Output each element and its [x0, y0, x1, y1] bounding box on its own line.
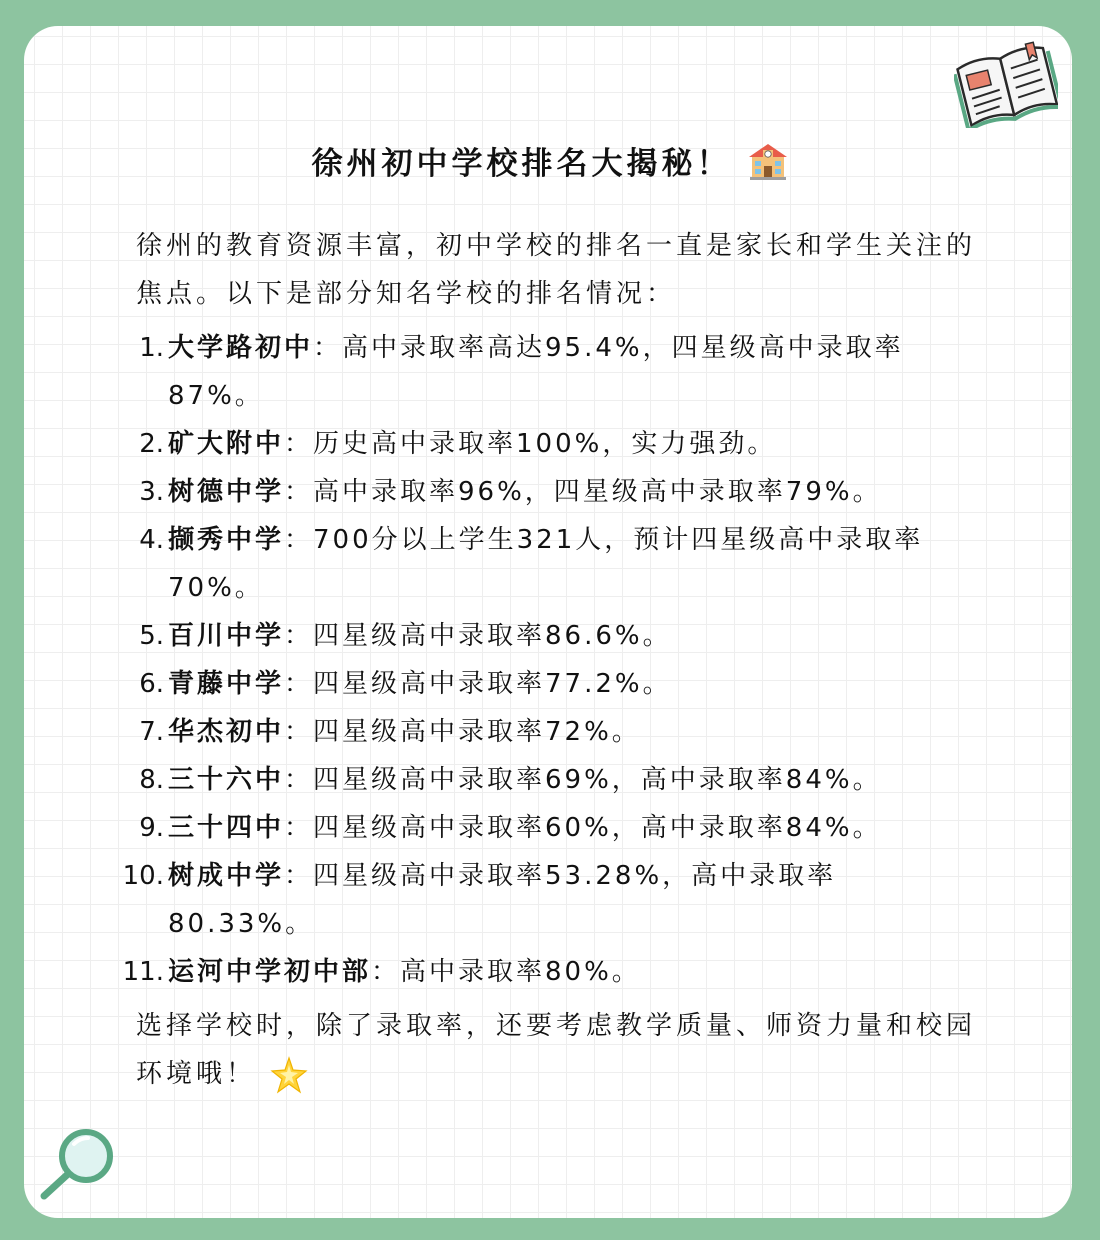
ranking-description: ：高中录取率高达95.4%，四星级高中录取率87%。 — [168, 333, 904, 411]
school-building-icon — [747, 141, 789, 181]
ranking-item — [122, 948, 976, 996]
ranking-number: 8. — [139, 765, 164, 795]
intro-paragraph: 徐州的教育资源丰富，初中学校的排名一直是家长和学生关注的焦点。以下是部分知名学校的排名情况： — [136, 231, 977, 309]
ranking-description: ：四星级高中录取率77.2%。 — [284, 669, 672, 699]
ranking-item — [136, 468, 976, 516]
closing-text: 选择学校时，除了录取率，还要考虑教学质量、师资力量和校园环境哦！ — [136, 1011, 977, 1089]
ranking-item — [136, 756, 976, 804]
article-body — [122, 222, 977, 1098]
title-row — [0, 138, 1100, 183]
ranking-number: 11. — [122, 957, 164, 987]
school-name: 大学路初中 — [168, 333, 314, 363]
ranking-item — [136, 516, 976, 612]
ranking-description: ：历史高中录取率100%，实力强劲。 — [284, 429, 777, 459]
ranking-number: 10. — [122, 861, 164, 891]
school-name: 运河中学初中部 — [168, 957, 372, 987]
ranking-description: ：四星级高中录取率60%，高中录取率84%。 — [284, 813, 882, 843]
school-name: 撷秀中学 — [168, 525, 285, 555]
sparkle-star-icon — [270, 1056, 308, 1094]
school-name: 树德中学 — [168, 477, 285, 507]
ranking-list — [122, 324, 976, 996]
magnifier-icon — [36, 1126, 122, 1202]
school-name: 青藤中学 — [168, 669, 285, 699]
ranking-number: 2. — [139, 429, 164, 459]
school-name: 百川中学 — [168, 621, 285, 651]
school-name: 三十四中 — [168, 813, 285, 843]
school-name: 华杰初中 — [168, 717, 285, 747]
school-name: 三十六中 — [168, 765, 285, 795]
ranking-description: ：700分以上学生321人，预计四星级高中录取率70%。 — [168, 525, 924, 603]
open-book-icon — [954, 36, 1058, 128]
ranking-item — [136, 660, 976, 708]
ranking-description: ：高中录取率80%。 — [371, 957, 641, 987]
ranking-number: 1. — [139, 333, 164, 363]
closing-paragraph — [136, 1002, 976, 1098]
ranking-number: 7. — [139, 717, 164, 747]
ranking-description: ：四星级高中录取率86.6%。 — [284, 621, 672, 651]
ranking-number: 4. — [139, 525, 164, 555]
ranking-number: 9. — [139, 813, 164, 843]
school-name: 矿大附中 — [168, 429, 285, 459]
ranking-number: 5. — [139, 621, 164, 651]
ranking-item — [136, 324, 976, 420]
ranking-item — [136, 708, 976, 756]
ranking-number: 3. — [139, 477, 164, 507]
ranking-item — [136, 612, 976, 660]
page-title: 徐州初中学校排名大揭秘！ — [311, 146, 732, 182]
ranking-item — [136, 420, 976, 468]
ranking-description: ：四星级高中录取率53.28%，高中录取率80.33%。 — [168, 861, 837, 939]
ranking-description: ：四星级高中录取率69%，高中录取率84%。 — [284, 765, 882, 795]
ranking-item — [122, 852, 976, 948]
ranking-description: ：四星级高中录取率72%。 — [284, 717, 641, 747]
school-name: 树成中学 — [168, 861, 285, 891]
ranking-number: 6. — [139, 669, 164, 699]
ranking-item — [136, 804, 976, 852]
ranking-description: ：高中录取率96%，四星级高中录取率79%。 — [284, 477, 882, 507]
